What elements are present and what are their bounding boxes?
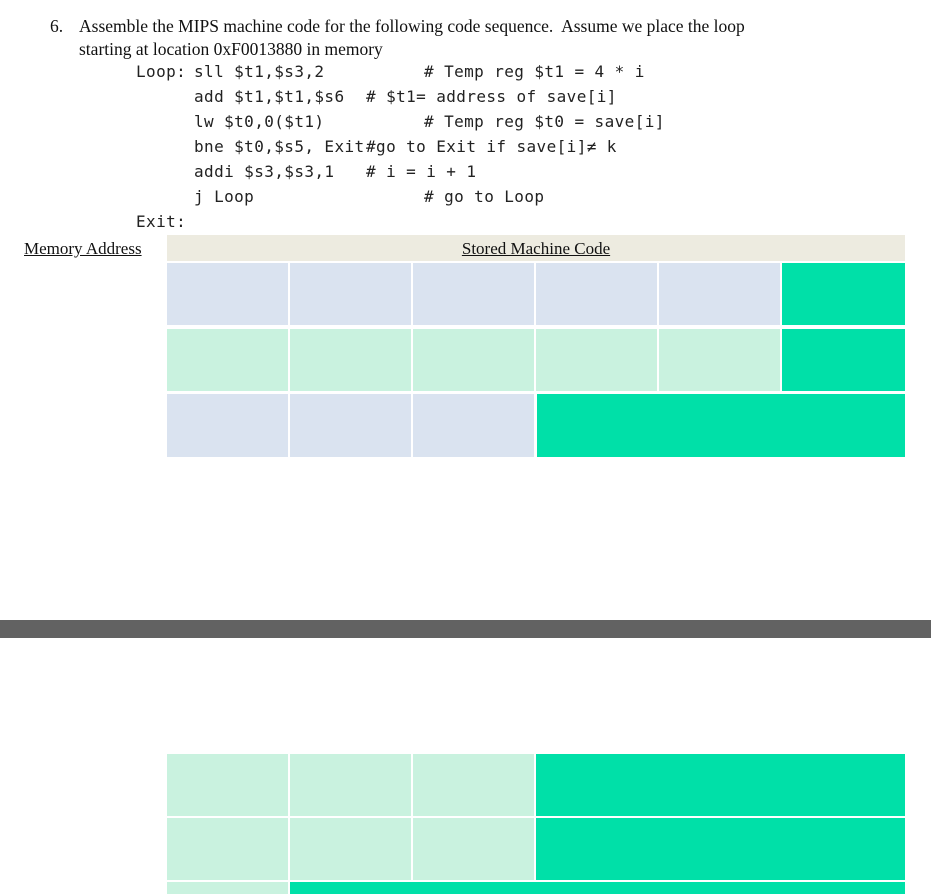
code-instr-addi: addi $s3,$s3,1 xyxy=(194,162,335,181)
code-comment-lw: # Temp reg $t0 = save[i] xyxy=(424,112,665,131)
field-cell[interactable] xyxy=(167,394,288,457)
code-comment-add: # $t1= address of save[i] xyxy=(366,87,617,106)
field-cell[interactable] xyxy=(413,394,534,457)
field-cell[interactable] xyxy=(290,329,411,391)
field-cell[interactable] xyxy=(536,263,657,325)
field-cell[interactable] xyxy=(782,329,905,391)
field-cell[interactable] xyxy=(290,394,411,457)
field-cell[interactable] xyxy=(659,263,780,325)
machine-code-header: Stored Machine Code xyxy=(461,239,611,258)
exit-label: Exit: xyxy=(136,212,187,231)
code-comment-bne: #go to Exit if save[i]≠ k xyxy=(366,137,617,156)
field-cell[interactable] xyxy=(413,329,534,391)
code-instr-j: j Loop xyxy=(194,187,255,206)
field-cell[interactable] xyxy=(167,818,288,880)
field-cell[interactable] xyxy=(290,882,905,894)
code-instr-bne: bne $t0,$s5, Exit xyxy=(194,137,365,156)
field-cell[interactable] xyxy=(782,263,905,325)
field-cell[interactable] xyxy=(659,329,780,391)
question-number: 6. xyxy=(50,16,64,36)
code-comment-j: # go to Loop xyxy=(424,187,545,206)
field-cell[interactable] xyxy=(167,263,288,325)
field-cell[interactable] xyxy=(290,818,411,880)
field-cell[interactable] xyxy=(536,754,905,816)
field-cell[interactable] xyxy=(537,394,905,457)
field-cell[interactable] xyxy=(167,329,288,391)
memory-address-header: Memory Address xyxy=(24,239,142,258)
section-divider xyxy=(0,620,931,638)
question-text-line2: starting at location 0xF0013880 in memory xyxy=(79,39,383,59)
code-instr-lw: lw $t0,0($t1) xyxy=(194,112,325,131)
field-cell[interactable] xyxy=(290,754,411,816)
loop-label: Loop: xyxy=(136,62,187,81)
field-cell[interactable] xyxy=(413,263,534,325)
machine-code-header-bar xyxy=(167,235,905,261)
code-instr-add: add $t1,$t1,$s6 xyxy=(194,87,345,106)
field-cell[interactable] xyxy=(290,263,411,325)
field-cell[interactable] xyxy=(536,818,905,880)
field-cell[interactable] xyxy=(167,882,288,894)
question-text-line1: Assemble the MIPS machine code for the following code sequence. Assume we place the loop xyxy=(79,16,745,36)
code-comment-sll: # Temp reg $t1 = 4 * i xyxy=(424,62,645,81)
field-cell[interactable] xyxy=(167,754,288,816)
field-cell[interactable] xyxy=(413,754,534,816)
code-comment-addi: # i = i + 1 xyxy=(366,162,477,181)
code-instr-sll: sll $t1,$s3,2 xyxy=(194,62,325,81)
field-cell[interactable] xyxy=(413,818,534,880)
field-cell[interactable] xyxy=(536,329,657,391)
